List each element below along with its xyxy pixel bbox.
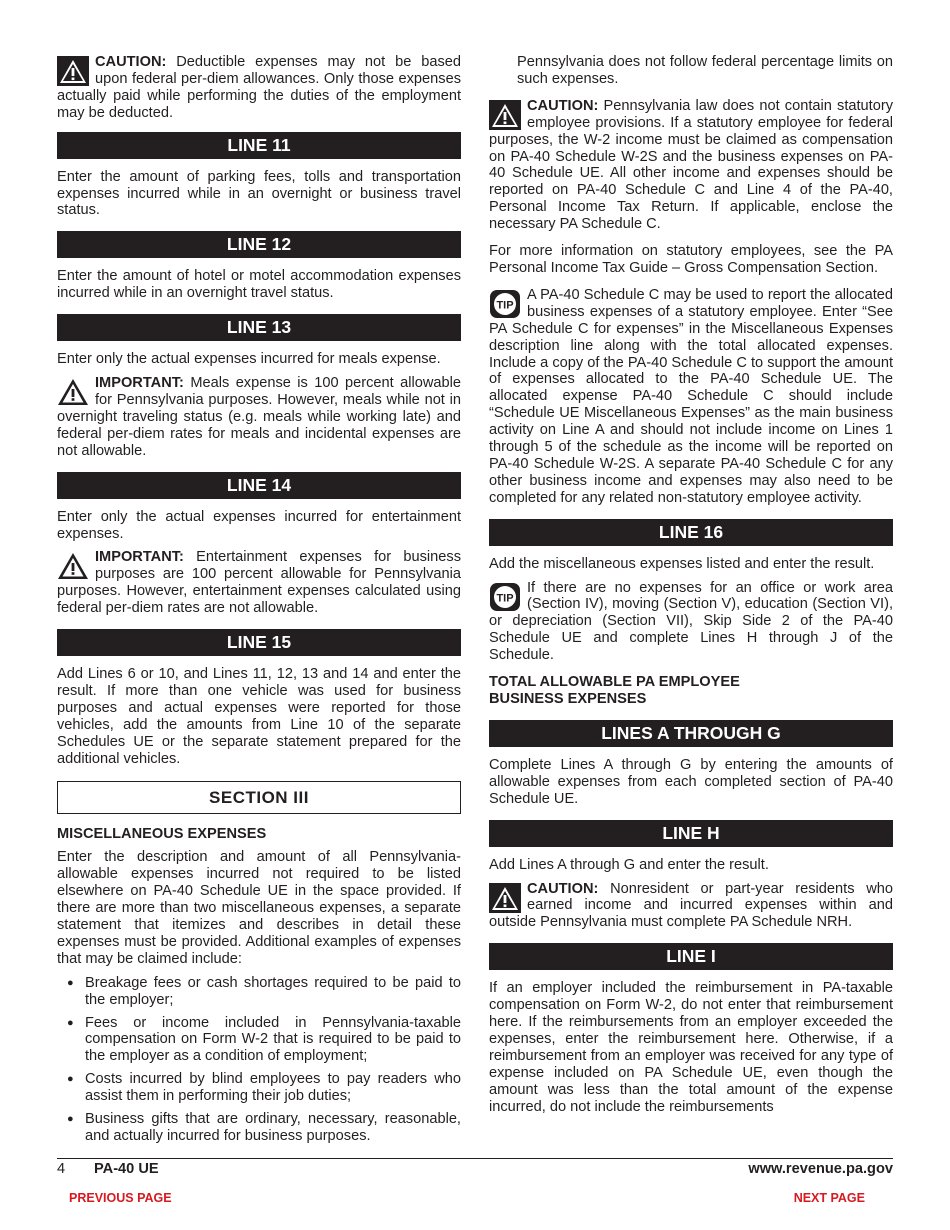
warning-triangle-icon (57, 377, 89, 407)
list-item: ● Fees or income included in Pennsylvania-taxable compensation on Form W-2 that is required to be paid to the employer as a condition of employment; (57, 1015, 461, 1066)
caution-note-nonresident (489, 881, 893, 932)
caution-triangle-icon (57, 56, 89, 86)
caution-text: Deductible expenses may not be based upon federal per-diem allowances. Only those expenses actually paid while performing the duties of the employment may be deducted. (57, 54, 461, 121)
footer-divider (57, 1158, 893, 1159)
line-16-heading: LINE 16 (489, 519, 893, 546)
important-label: IMPORTANT: (95, 549, 184, 566)
right-column (489, 54, 893, 1123)
line-14-text: Enter only the actual expenses incurred for entertainment expenses. (57, 508, 461, 542)
total-heading-line-1: TOTAL ALLOWABLE PA EMPLOYEE (489, 674, 740, 691)
list-item: ● Breakage fees or cash shortages required to be paid to the employer; (57, 975, 461, 1009)
line-h-text: Add Lines A through G and enter the result. (489, 856, 769, 873)
total-heading-line-2: BUSINESS EXPENSES (489, 691, 647, 707)
tip-note-schedule-c (489, 287, 893, 507)
important-label: IMPORTANT: (95, 375, 184, 392)
examples-list (57, 975, 461, 1145)
important-note-entertainment (57, 549, 461, 617)
tip-note-skip-side-2 (489, 580, 893, 665)
next-page-link[interactable]: NEXT PAGE (793, 1191, 865, 1205)
tip-text: A PA-40 Schedule C may be used to report the allocated business expenses of a statutory employee. Enter “See PA Schedule C for expenses” in the Miscellaneous Expenses description line along with the total allocated expenses. Include a copy of the PA-40 Schedule C to support the amount of expenses allocated to the PA-40 Schedule UE. The allocated expense PA-40 Schedule C should include “Schedule UE Miscellaneous Expenses” as the main business activity on Line A and should not include income on Lines 1 through 5 of the schedule as the income will be reported on PA-40 Schedule W-2S. A separate PA-40 Schedule C for any other business income and expenses may also need to be completed for any related non-statutory employee activity. (489, 286, 893, 506)
warning-triangle-icon (57, 551, 89, 581)
continued-text: Pennsylvania does not follow federal percentage limits on such expenses. (517, 54, 893, 87)
line-14-heading: LINE 14 (57, 472, 461, 499)
form-name: PA-40 UE (94, 1161, 159, 1177)
section-iii-heading: SECTION III (57, 781, 461, 814)
website-link: www.revenue.pa.gov (748, 1161, 893, 1177)
caution-label: CAUTION: (527, 97, 599, 114)
caution-text: Nonresident or part-year residents who earned income and incurred expenses within and outside Pennsylvania must complete PA Schedule NRH. (489, 880, 893, 931)
tip-icon (489, 582, 521, 612)
important-note-meals (57, 375, 461, 460)
caution-note (57, 54, 461, 122)
svg-text:TIP: TIP (496, 299, 514, 312)
lines-a-g-text: Complete Lines A through G by entering the amounts of allowable expenses from each completed section of PA-40 Schedule UE. (489, 756, 893, 807)
line-11-text: Enter the amount of parking fees, tolls and transportation expenses incurred while in an overnight or business travel status. (57, 168, 461, 219)
misc-expenses-subheading: MISCELLANEOUS EXPENSES (57, 826, 267, 843)
misc-expenses-text: Enter the description and amount of all Pennsylvania-allowable expenses incurred not required to be listed elsewhere on PA-40 Schedule UE in the space provided. If there are more than two miscellaneous expenses, a separate statement that itemizes and describes in detail these expenses must be provided. Additional examples of expenses that may be claimed include: (57, 849, 461, 967)
line-15-heading: LINE 15 (57, 629, 461, 656)
line-12-heading: LINE 12 (57, 231, 461, 258)
line-16-text: Add the miscellaneous expenses listed and enter the result. (489, 555, 875, 572)
line-13-heading: LINE 13 (57, 314, 461, 341)
lines-a-g-heading: LINES A THROUGH G (489, 720, 893, 747)
caution-note-statutory (489, 98, 893, 233)
line-12-text: Enter the amount of hotel or motel accommodation expenses incurred while in an overnight travel status. (57, 268, 461, 302)
page-number: 4 (57, 1161, 66, 1177)
tip-text: If there are no expenses for an office or work area (Section IV), moving (Section V), education (Section VI), or depreciation (Section VII), Skip Side 2 of the PA-40 Schedule UE and complete Lines H through J of the Schedule. (489, 579, 893, 664)
list-item: ● Business gifts that are ordinary, necessary, reasonable, and actually incurred for business purposes. (57, 1111, 461, 1145)
line-11-heading: LINE 11 (57, 132, 461, 159)
svg-text:TIP: TIP (496, 592, 514, 605)
total-allowable-heading (489, 674, 893, 708)
tip-icon (489, 289, 521, 319)
caution-text: Pennsylvania law does not contain statutory employee provisions. If a statutory employee for federal purposes, the W-2 income must be claimed as compensation on PA-40 Schedule W-2S and the business expenses on PA-40 Schedule UE. All other income and expenses should be reported on PA-40 Schedule C and Line 4 of the PA-40, Personal Income Tax Return. If applicable, enclose the necessary PA Schedule C. (489, 97, 893, 233)
caution-label: CAUTION: (95, 54, 167, 70)
more-info-text: For more information on statutory employees, see the PA Personal Income Tax Guide – Gross Compensation Section. (489, 243, 893, 276)
line-13-text: Enter only the actual expenses incurred for meals expense. (57, 351, 441, 368)
list-item: ● Costs incurred by blind employees to pay readers who assist them in performing their job duties; (57, 1071, 461, 1105)
left-column (57, 54, 461, 1151)
line-i-text: If an employer included the reimbursement in PA-taxable compensation on Form W-2, do not enter that reimbursement here. If the reimbursements from an employer exceeded the expenses, enter the reimbursement here. Otherwise, if a reimbursement from an employer was received for any type of expense included on PA Schedule UE, even though the amount was less than the total amount of the expense incurred, do not include the reimbursements (489, 980, 893, 1115)
important-text: Meals expense is 100 percent allowable for Pennsylvania purposes. However, meals while not in overnight traveling status (e.g. meals while working late) and federal per-diem rates for meals and incidental expenses are not allowable. (57, 375, 461, 459)
caution-triangle-icon (489, 883, 521, 913)
caution-triangle-icon (489, 100, 521, 130)
line-i-heading: LINE I (489, 943, 893, 970)
previous-page-link[interactable]: PREVIOUS PAGE (69, 1191, 172, 1205)
important-text: Entertainment expenses for business purposes are 100 percent allowable for Pennsylvania purposes. However, entertainment expenses calculated using federal per-diem rates are not allowable. (57, 549, 461, 617)
line-15-text: Add Lines 6 or 10, and Lines 11, 12, 13 and 14 and enter the result. If more than one vehicle was used for business purposes and actual expenses were reported for those vehicles, add the amounts from Line 10 of the separate Schedules UE or the separate statement prepared for the additional vehicles. (57, 666, 461, 767)
caution-label: CAUTION: (527, 880, 599, 897)
line-h-heading: LINE H (489, 820, 893, 847)
